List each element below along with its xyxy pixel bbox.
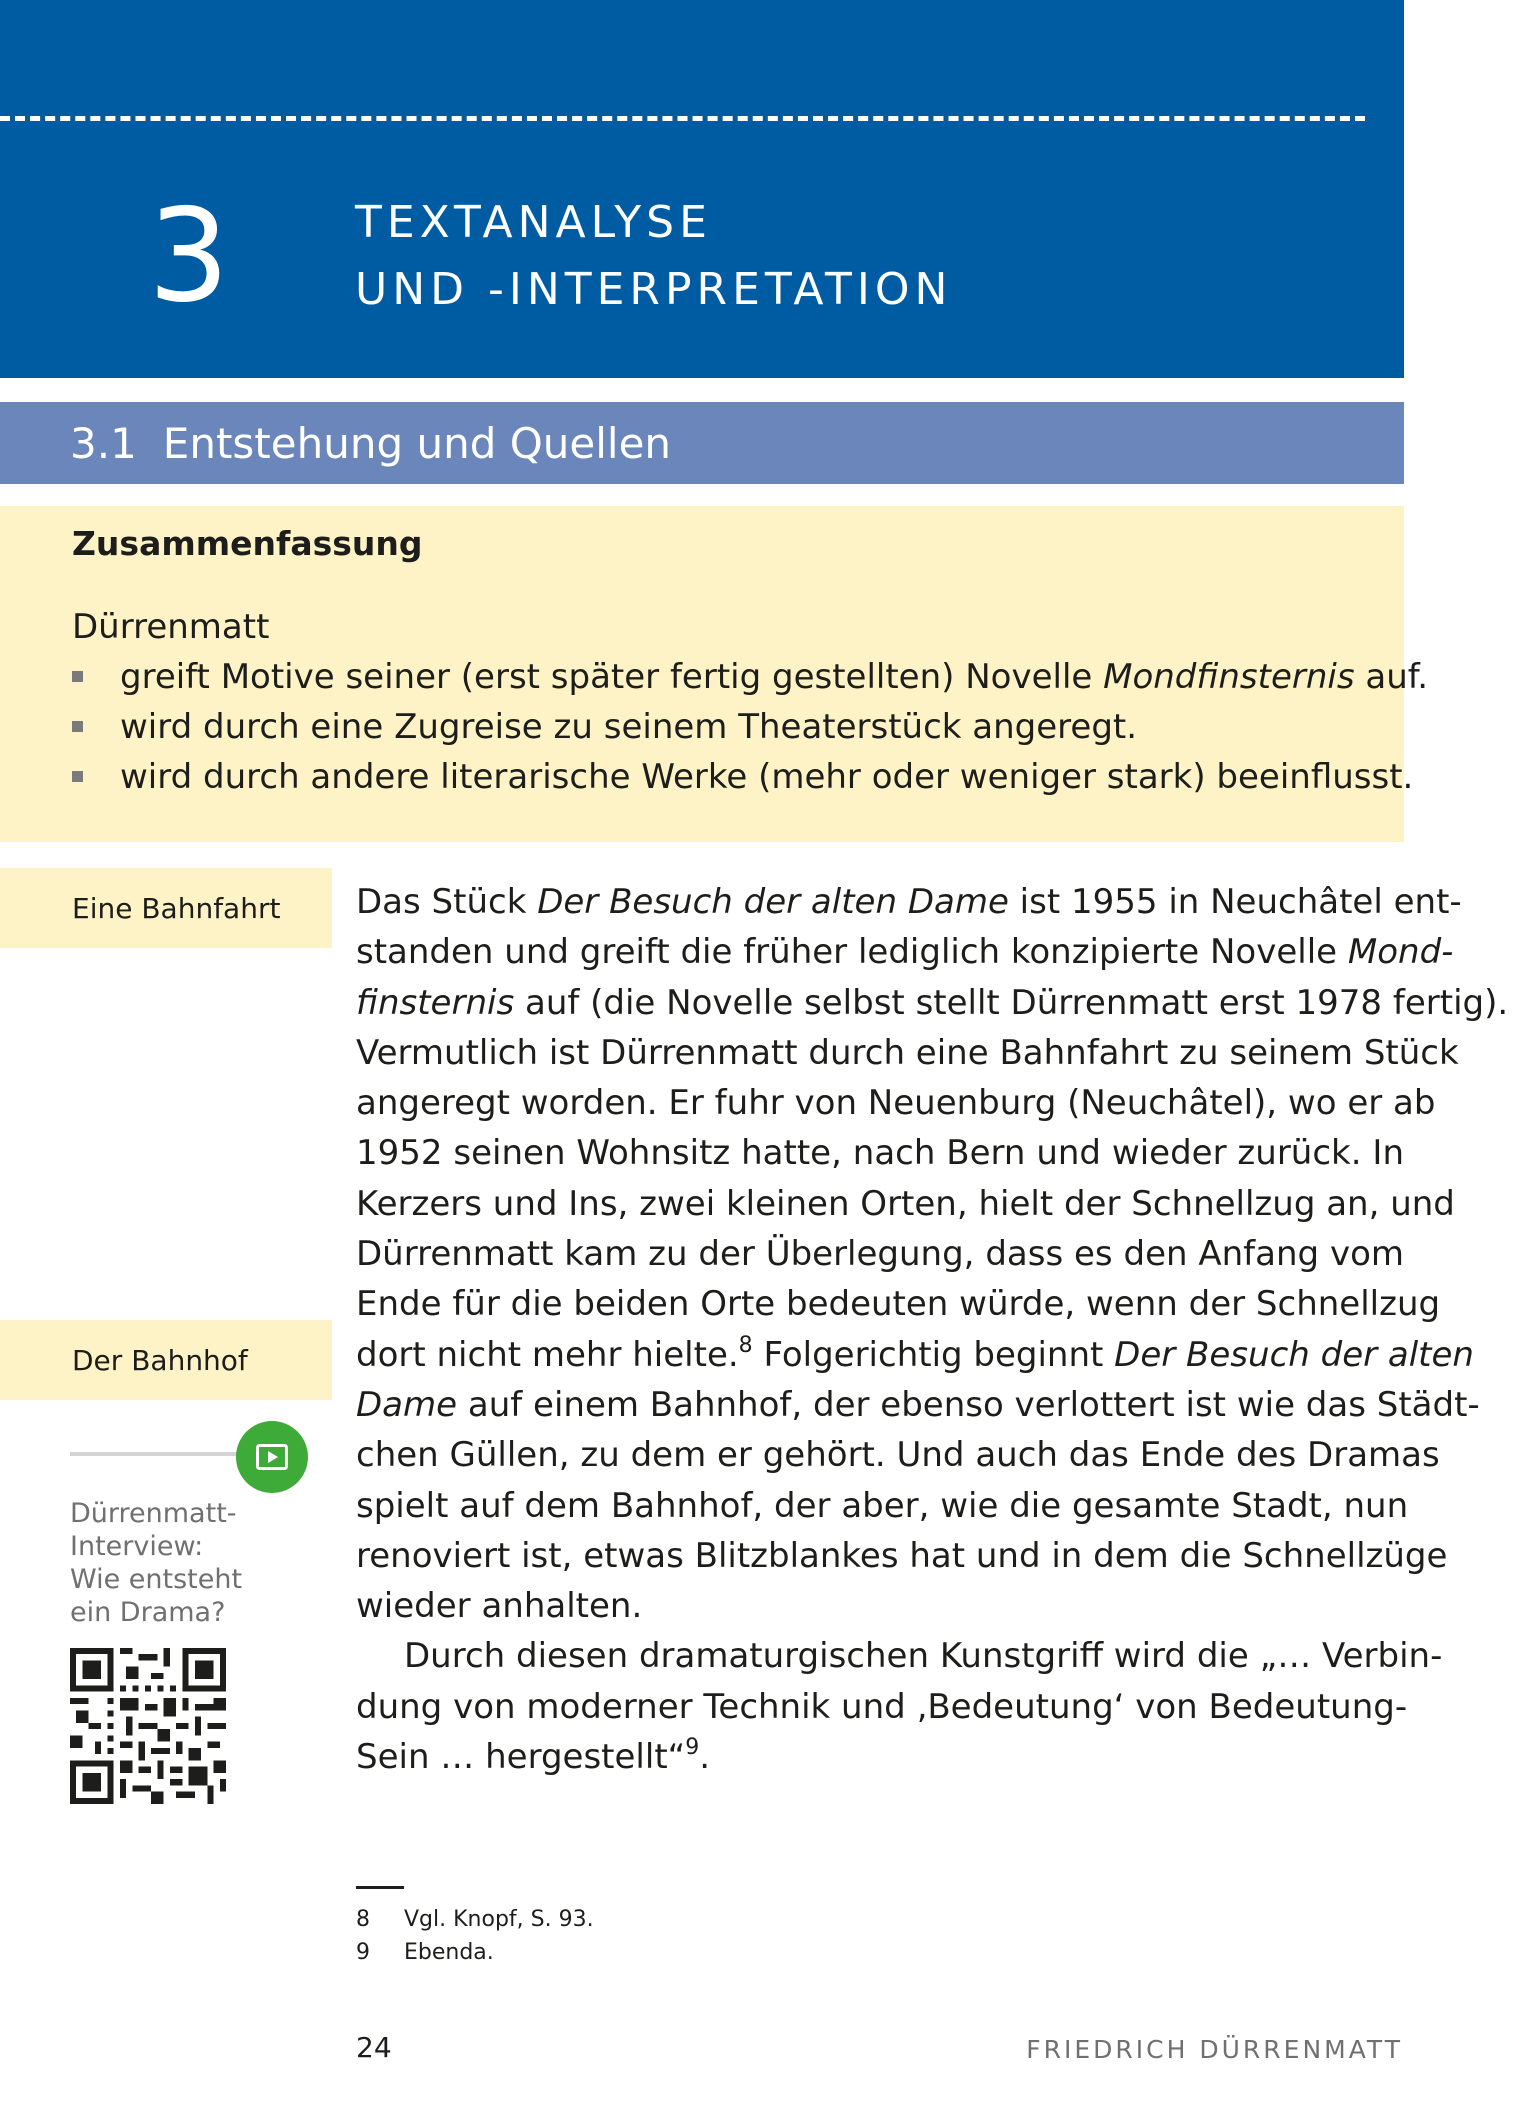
margin-note: [0, 868, 332, 948]
body-line: wieder anhalten.: [356, 1586, 643, 1627]
section-title: [70, 414, 671, 474]
summary-bullet-text: wird durch andere literarische Werke (mehr oder weniger stark) beeinflusst.: [120, 757, 1414, 797]
chapter-title-line-1: TEXTANALYSE: [355, 197, 712, 248]
body-line: Vermutlich ist Dürrenmatt durch eine Bahnfahrt zu seinem Stück: [356, 1032, 1459, 1073]
margin-note-text: Eine Bahnfahrt: [72, 892, 281, 925]
body-line: Dürrenmatt kam zu der Überlegung, dass es den Anfang vom: [356, 1234, 1404, 1275]
running-title: FRIEDRICH DÜRRENMATT: [1026, 2035, 1403, 2064]
summary-bullet-text: wird durch eine Zugreise zu seinem Theaterstück angeregt.: [120, 707, 1138, 747]
media-divider: [70, 1452, 248, 1456]
summary-heading: Zusammenfassung: [72, 524, 423, 563]
summary-intro: Dürrenmatt: [72, 607, 270, 647]
body-line: Durch diesen dramaturgischen Kunstgriff wird die „… Verbin-: [404, 1636, 1443, 1677]
bullet-square-icon: [72, 771, 83, 782]
chapter-title-line-2: UND -INTERPRETATION: [355, 264, 953, 315]
bullet-square-icon: [72, 671, 83, 682]
footnote-rule: [356, 1886, 404, 1889]
body-line: Das Stück Der Besuch der alten Dame ist 1955 in Neuchâtel ent-: [356, 882, 1462, 922]
section-title-text: Entstehung und Quellen: [162, 419, 672, 468]
footnote-ref[interactable]: 9: [685, 1735, 700, 1761]
body-line: renoviert ist, etwas Blitzblankes hat und in dem die Schnellzüge: [356, 1535, 1448, 1576]
dashed-divider: [0, 116, 1365, 121]
body-line: Ende für die beiden Orte bedeuten würde, wenn der Schnellzug: [356, 1284, 1441, 1325]
body-line: finsternis auf (die Novelle selbst stellt Dürrenmatt erst 1978 fertig).: [356, 982, 1509, 1023]
margin-note-text: Der Bahnhof: [72, 1344, 248, 1377]
body-line: standen und greift die früher lediglich konzipierte Novelle Mond-: [356, 932, 1454, 973]
body-line: dung von moderner Technik und ‚Bedeutung‘ von Bedeutung-: [356, 1686, 1408, 1727]
body-text: [356, 877, 1509, 1782]
chapter-number: 3: [148, 182, 230, 331]
footnote-text: Ebenda.: [404, 1940, 494, 1965]
body-line: Dame auf einem Bahnhof, der ebenso verlottert ist wie das Städt-: [356, 1384, 1480, 1425]
page-number: 24: [356, 2031, 392, 2064]
qr-code[interactable]: [70, 1648, 226, 1804]
media-caption[interactable]: Dürrenmatt- Interview: Wie entsteht ein Drama?: [70, 1498, 243, 1628]
video-play-icon[interactable]: [236, 1421, 308, 1493]
margin-note: [0, 1320, 332, 1400]
section-number: 3.1: [70, 419, 137, 468]
body-line: 1952 seinen Wohnsitz hatte, nach Bern und wieder zurück. In: [356, 1133, 1404, 1174]
body-line: angeregt worden. Er fuhr von Neuenburg (Neuchâtel), wo er ab: [356, 1083, 1436, 1124]
body-line: chen Güllen, zu dem er gehört. Und auch das Ende des Dramas: [356, 1435, 1440, 1476]
body-line: spielt auf dem Bahnhof, der aber, wie die gesamte Stadt, nun: [356, 1485, 1409, 1526]
body-line: Sein … hergestellt“$^9$.: [356, 1735, 711, 1778]
body-line: Kerzers und Ins, zwei kleinen Orten, hielt der Schnellzug an, und: [356, 1183, 1455, 1224]
body-line: dort nicht mehr hielte.$^8$ Folgerichtig beginnt Der Besuch der alten: [356, 1332, 1474, 1375]
footnote-number: 9: [356, 1940, 370, 1965]
bullet-square-icon: [72, 721, 83, 732]
summary-bullet-text: greift Motive seiner (erst später fertig gestellten) Novelle Mondfinsternis auf.: [120, 657, 1429, 697]
footnote-number: 8: [356, 1907, 370, 1932]
footnote-text: Vgl. Knopf, S. 93.: [404, 1907, 594, 1932]
footnote-ref[interactable]: 8: [738, 1332, 753, 1358]
